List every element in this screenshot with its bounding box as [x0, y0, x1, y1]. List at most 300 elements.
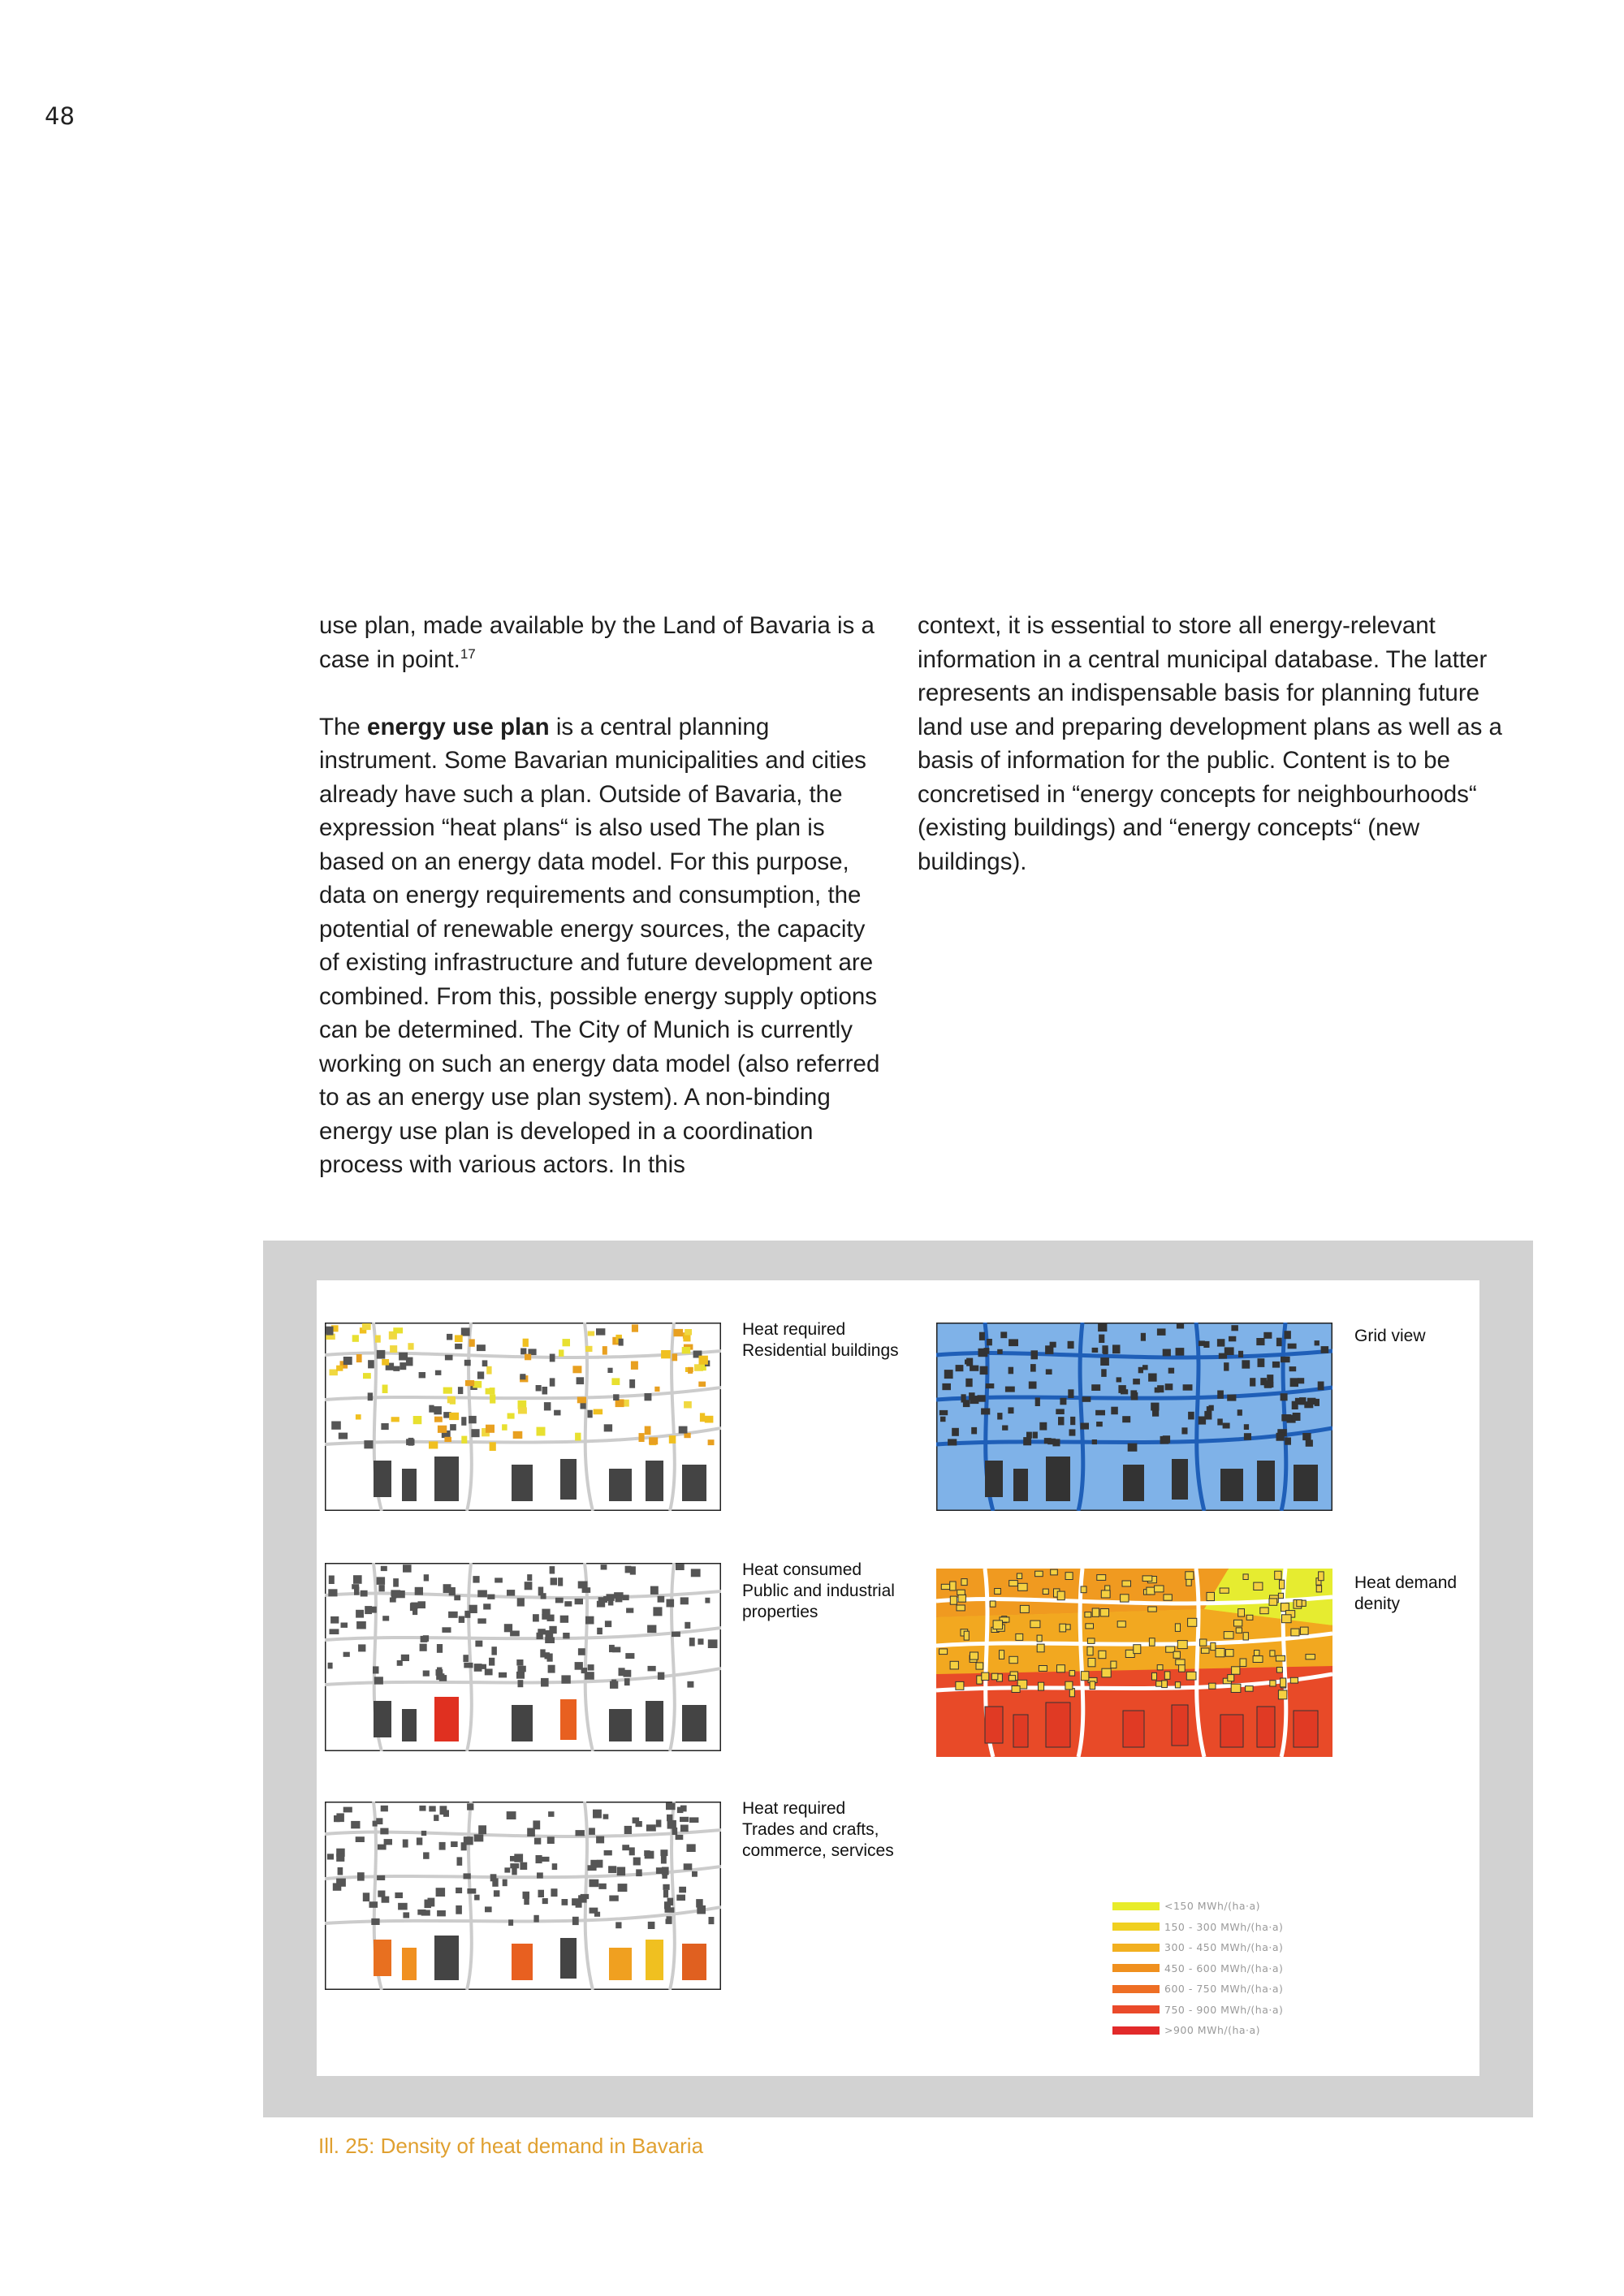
building	[1276, 1338, 1282, 1347]
building	[507, 1811, 516, 1819]
building	[639, 1433, 645, 1442]
building	[1288, 1344, 1297, 1349]
building	[434, 1406, 442, 1414]
building	[464, 1873, 471, 1879]
building	[1183, 1384, 1193, 1391]
building	[1281, 1414, 1291, 1422]
building	[957, 1605, 965, 1611]
building	[463, 1655, 469, 1662]
building	[572, 1917, 579, 1925]
building	[942, 1383, 951, 1390]
map-grid	[936, 1323, 1332, 1511]
building	[1147, 1587, 1155, 1595]
building	[1082, 1396, 1091, 1402]
building	[577, 1377, 585, 1384]
building	[597, 1601, 605, 1608]
building	[495, 1577, 503, 1582]
building	[646, 1824, 656, 1831]
building	[1096, 1422, 1103, 1426]
building	[1102, 1345, 1108, 1353]
building	[520, 1349, 526, 1355]
building	[381, 1566, 387, 1571]
building	[464, 1663, 473, 1668]
legend-item	[1112, 1937, 1283, 1958]
building	[415, 1587, 423, 1595]
building	[559, 1349, 564, 1357]
building	[551, 1577, 557, 1585]
building	[950, 1596, 957, 1604]
building	[1000, 1651, 1004, 1659]
building	[356, 1414, 361, 1419]
building	[1199, 1639, 1207, 1646]
building	[475, 1641, 482, 1647]
paragraph: use plan, made available by the Land of Bavaria is a case in point.$^{17}$	[319, 612, 875, 673]
building	[995, 1589, 1001, 1595]
building	[393, 1578, 399, 1587]
building	[1157, 1385, 1164, 1392]
building	[490, 1395, 495, 1404]
building	[680, 1817, 689, 1822]
building	[447, 1396, 456, 1404]
building	[589, 1828, 595, 1835]
building	[328, 1663, 333, 1669]
building	[423, 1671, 430, 1677]
building	[667, 1916, 672, 1924]
building	[469, 1605, 477, 1613]
building	[1176, 1348, 1185, 1356]
building	[356, 1354, 362, 1362]
building	[474, 1834, 484, 1841]
building	[1258, 1358, 1265, 1367]
building	[517, 1598, 525, 1606]
building	[550, 1354, 555, 1362]
building	[709, 1917, 715, 1924]
large-building	[985, 1707, 1003, 1743]
building	[1149, 1638, 1155, 1646]
building	[1175, 1624, 1180, 1632]
building	[377, 1350, 386, 1359]
building	[1092, 1439, 1097, 1444]
building	[1138, 1367, 1143, 1374]
legend	[1112, 1896, 1283, 2041]
building	[950, 1582, 956, 1590]
building	[373, 1666, 379, 1673]
building	[632, 1324, 638, 1331]
building	[1068, 1341, 1074, 1349]
building	[378, 1845, 387, 1850]
building	[705, 1598, 710, 1603]
building	[330, 1616, 339, 1624]
building	[619, 1339, 624, 1346]
building	[329, 1576, 335, 1585]
building	[1009, 1676, 1015, 1681]
large-building	[374, 1940, 391, 1976]
building	[956, 1681, 964, 1690]
building	[692, 1871, 698, 1877]
building	[421, 1831, 426, 1836]
large-building	[1257, 1707, 1275, 1747]
building	[672, 1632, 680, 1638]
building	[1060, 1624, 1066, 1632]
building	[456, 1905, 462, 1914]
large-building	[1046, 1457, 1070, 1501]
building	[454, 1595, 460, 1601]
building	[1242, 1360, 1250, 1368]
building	[456, 1888, 462, 1893]
building	[361, 1590, 368, 1597]
large-building	[374, 1461, 391, 1497]
building	[1092, 1348, 1099, 1353]
building	[1211, 1642, 1216, 1650]
large-building	[402, 1948, 417, 1980]
building	[437, 1910, 446, 1916]
legend-swatch	[1112, 2005, 1160, 2013]
building	[336, 1854, 344, 1862]
building	[1039, 1422, 1047, 1431]
building	[1155, 1586, 1164, 1592]
building	[609, 1896, 619, 1901]
building	[380, 1828, 388, 1835]
legend-item	[1112, 2000, 1283, 2021]
building	[1056, 1409, 1065, 1414]
building	[328, 1589, 337, 1596]
building	[1009, 1367, 1014, 1375]
building	[1231, 1684, 1241, 1692]
building	[1057, 1665, 1065, 1672]
legend-item	[1112, 1896, 1283, 1917]
building	[369, 1901, 378, 1908]
building	[689, 1638, 695, 1646]
building	[589, 1880, 598, 1888]
building	[658, 1596, 665, 1603]
building	[537, 1872, 543, 1878]
building	[594, 1409, 603, 1415]
building	[700, 1413, 705, 1422]
building	[418, 1601, 426, 1608]
building	[611, 1378, 620, 1385]
legend-label: 300 - 450 MWh/(ha·a)	[1164, 1941, 1284, 1954]
large-building	[434, 1457, 459, 1501]
building	[1033, 1432, 1038, 1439]
building	[477, 1590, 487, 1598]
building	[645, 1393, 652, 1400]
building	[478, 1825, 486, 1834]
building	[455, 1344, 462, 1349]
building	[629, 1847, 635, 1855]
building	[577, 1397, 586, 1404]
building	[604, 1850, 612, 1855]
building	[1307, 1398, 1316, 1405]
building	[1009, 1581, 1018, 1586]
building	[474, 1895, 480, 1901]
building	[631, 1362, 638, 1370]
building	[489, 1658, 495, 1666]
building	[654, 1387, 659, 1392]
building	[403, 1564, 412, 1573]
large-building	[1172, 1705, 1188, 1746]
building	[406, 1357, 413, 1366]
building	[971, 1427, 977, 1435]
building	[393, 1366, 400, 1371]
building	[1217, 1391, 1224, 1399]
page-number: 48	[45, 102, 75, 130]
building	[510, 1856, 519, 1862]
building	[1285, 1331, 1291, 1339]
building	[424, 1574, 429, 1581]
building	[1087, 1646, 1093, 1655]
legend-swatch	[1112, 1964, 1160, 1972]
building	[984, 1348, 990, 1354]
building	[997, 1349, 1003, 1354]
building	[1017, 1573, 1021, 1579]
building	[661, 1855, 667, 1863]
label-trades: Heat required Trades and crafts, commerce, services	[742, 1799, 894, 1860]
building	[486, 1366, 491, 1375]
building	[1020, 1605, 1029, 1612]
building	[423, 1635, 429, 1642]
building	[436, 1669, 443, 1676]
building	[957, 1590, 965, 1595]
building	[1162, 1681, 1168, 1688]
building	[980, 1366, 988, 1375]
building	[403, 1840, 408, 1848]
building	[485, 1668, 493, 1675]
building	[1253, 1656, 1263, 1663]
building	[527, 1828, 535, 1837]
building	[601, 1564, 607, 1569]
building	[341, 1623, 348, 1628]
building	[1306, 1655, 1315, 1659]
building	[669, 1435, 676, 1444]
building	[622, 1845, 629, 1850]
building	[1070, 1417, 1075, 1425]
building	[420, 1644, 427, 1651]
building	[997, 1413, 1002, 1419]
building	[598, 1884, 606, 1889]
building	[1102, 1668, 1111, 1677]
building	[1217, 1418, 1223, 1425]
building	[578, 1648, 585, 1655]
building	[1099, 1651, 1106, 1658]
building	[615, 1595, 623, 1602]
building	[408, 1438, 414, 1446]
building	[338, 1867, 343, 1875]
building	[550, 1378, 555, 1386]
building	[450, 1424, 456, 1431]
building	[1164, 1672, 1170, 1679]
building	[419, 1806, 425, 1811]
building	[1272, 1362, 1280, 1368]
legend-label: 450 - 600 MWh/(ha·a)	[1164, 1962, 1284, 1974]
building	[357, 1872, 365, 1880]
building	[662, 1873, 667, 1879]
large-building	[560, 1699, 577, 1740]
building	[939, 1410, 948, 1415]
building	[585, 1346, 592, 1352]
building	[336, 1813, 344, 1822]
building	[981, 1409, 990, 1415]
building	[699, 1356, 708, 1365]
building	[442, 1627, 451, 1633]
large-building	[609, 1469, 632, 1501]
building	[1244, 1433, 1251, 1440]
building	[1231, 1325, 1238, 1331]
building	[1216, 1648, 1224, 1656]
large-building	[1013, 1715, 1028, 1747]
building	[1000, 1331, 1007, 1338]
building	[448, 1612, 458, 1618]
building	[708, 1439, 715, 1445]
building	[963, 1400, 970, 1407]
building	[618, 1884, 628, 1892]
building	[356, 1836, 365, 1842]
building	[1270, 1681, 1276, 1686]
building	[417, 1837, 422, 1845]
building	[682, 1347, 691, 1353]
building	[665, 1907, 675, 1913]
building	[508, 1413, 515, 1419]
building	[542, 1614, 550, 1620]
building	[680, 1597, 689, 1604]
building	[596, 1328, 605, 1335]
building	[1111, 1407, 1118, 1415]
building	[649, 1437, 658, 1444]
building	[626, 1608, 633, 1613]
building	[439, 1842, 446, 1850]
building	[403, 1912, 409, 1918]
building	[449, 1413, 459, 1420]
building	[1046, 1369, 1052, 1375]
building	[1117, 1621, 1125, 1627]
building	[1224, 1632, 1233, 1639]
building	[533, 1614, 539, 1621]
building	[408, 1343, 413, 1349]
building	[1285, 1438, 1291, 1445]
building	[633, 1858, 641, 1866]
building	[1101, 1590, 1110, 1598]
building	[597, 1628, 603, 1634]
building	[363, 1892, 369, 1901]
building	[1065, 1573, 1073, 1580]
large-building	[434, 1697, 459, 1741]
building	[576, 1830, 585, 1836]
building	[612, 1647, 620, 1653]
legend-label: >900 MWh/(ha·a)	[1164, 2024, 1261, 2037]
building	[327, 1854, 334, 1859]
building	[604, 1424, 612, 1431]
building	[593, 1810, 602, 1819]
building	[987, 1339, 992, 1345]
figure-frame	[263, 1241, 1533, 2117]
building	[1163, 1349, 1171, 1357]
building	[958, 1595, 965, 1602]
building	[1217, 1339, 1225, 1346]
building	[436, 1888, 446, 1897]
large-building	[1294, 1711, 1318, 1747]
building	[381, 1806, 388, 1812]
building	[382, 1385, 388, 1394]
building	[1008, 1407, 1013, 1413]
building	[1029, 1382, 1037, 1389]
building	[1228, 1675, 1234, 1681]
building	[548, 1665, 555, 1673]
building	[384, 1839, 392, 1845]
building	[363, 1373, 371, 1379]
building	[650, 1586, 659, 1595]
building	[1186, 1572, 1194, 1580]
building	[1246, 1686, 1254, 1692]
building	[503, 1880, 508, 1887]
building	[1050, 1342, 1056, 1348]
building	[378, 1585, 384, 1591]
building	[1254, 1582, 1263, 1590]
building	[1116, 1377, 1122, 1382]
building	[687, 1844, 696, 1852]
building	[429, 1405, 434, 1413]
building	[437, 1644, 443, 1653]
building	[656, 1819, 662, 1827]
building	[518, 1407, 527, 1413]
building	[1097, 1575, 1106, 1581]
building	[1225, 1650, 1233, 1657]
building	[1237, 1409, 1242, 1416]
building	[684, 1863, 693, 1870]
building	[993, 1621, 1002, 1629]
building	[1276, 1655, 1285, 1661]
building	[1100, 1609, 1108, 1616]
building	[562, 1899, 568, 1905]
building	[465, 1380, 474, 1386]
building	[944, 1370, 953, 1379]
large-building	[1220, 1469, 1243, 1501]
building	[554, 1410, 560, 1416]
building	[991, 1673, 998, 1680]
large-building	[1294, 1465, 1318, 1501]
map-trades	[325, 1802, 721, 1990]
building	[467, 1888, 476, 1894]
building	[1244, 1424, 1249, 1430]
building	[551, 1888, 557, 1897]
building	[1276, 1668, 1282, 1673]
building	[1281, 1357, 1290, 1362]
building	[672, 1353, 678, 1361]
building	[459, 1616, 464, 1623]
building	[1177, 1641, 1187, 1649]
building	[688, 1367, 693, 1374]
building	[1227, 1395, 1236, 1401]
building	[625, 1566, 632, 1573]
building	[608, 1599, 614, 1605]
building	[1229, 1336, 1236, 1342]
footnote-ref[interactable]: 17	[460, 645, 476, 662]
building	[365, 1606, 372, 1614]
building	[469, 1339, 475, 1346]
building	[1009, 1656, 1017, 1663]
building	[471, 1429, 479, 1437]
building	[1280, 1580, 1285, 1589]
building	[679, 1426, 688, 1434]
building	[544, 1402, 551, 1410]
building	[364, 1440, 373, 1448]
large-building	[682, 1705, 706, 1741]
building	[610, 1681, 618, 1689]
building	[1319, 1572, 1324, 1581]
building	[965, 1360, 970, 1365]
building	[417, 1910, 425, 1915]
building	[564, 1601, 572, 1607]
building	[1224, 1362, 1229, 1370]
large-building	[646, 1940, 663, 1980]
